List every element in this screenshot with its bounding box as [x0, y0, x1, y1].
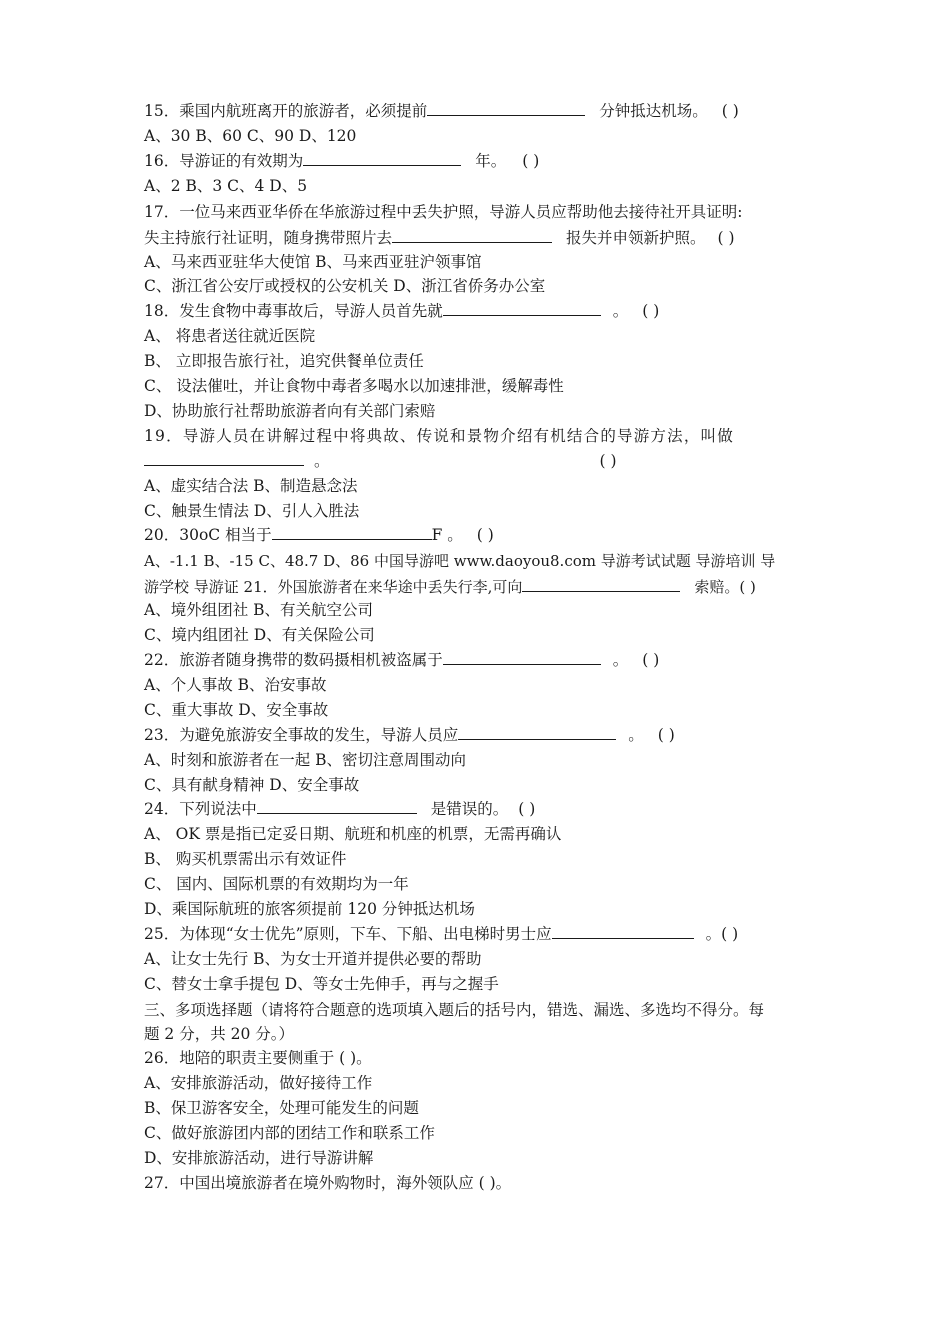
q16-answer-blank[interactable] — [303, 151, 461, 166]
q17-question-line2 — [144, 228, 735, 248]
q17-answer-blank[interactable] — [392, 228, 552, 243]
q23-after-blank: 。 — [628, 726, 644, 744]
q21-question-line — [144, 577, 756, 597]
q15-question: 15．乘国内航班离开的旅游者，必须提前 — [144, 102, 428, 120]
q25-question: 25．为体现“女士优先”原则，下车、下船、出电梯时男士应 — [144, 925, 552, 943]
q21-options-ab: A、境外组团社 B、有关航空公司 — [144, 601, 374, 619]
q16-question: 16．导游证的有效期为 — [144, 152, 304, 170]
q24-bracket[interactable]: ( ) — [518, 800, 536, 818]
q20-question-line — [144, 525, 494, 545]
q15-question-line — [144, 101, 739, 121]
q24-question: 24．下列说法中 — [144, 800, 257, 818]
q18-answer-blank[interactable] — [443, 301, 601, 316]
q17-bracket[interactable]: ( ) — [717, 229, 735, 247]
q21-bracket[interactable]: ( ) — [739, 578, 756, 596]
q19-options-ab: A、虚实结合法 B、制造悬念法 — [144, 477, 358, 495]
q17-question-line1: 17．一位马来西亚华侨在华旅游过程中丢失护照，导游人员应帮助他去接待社开具证明: — [144, 203, 743, 221]
q24-option-a: A、 OK 票是指已定妥日期、航班和机座的机票，无需再确认 — [144, 825, 562, 843]
q22-bracket[interactable]: ( ) — [642, 651, 660, 669]
q26-option-b: B、保卫游客安全，处理可能发生的问题 — [144, 1099, 419, 1117]
q25-after-blank: 。 — [705, 925, 722, 943]
q25-options-ab: A、让女士先行 B、为女士开道并提供必要的帮助 — [144, 950, 482, 968]
q26-option-d: D、安排旅游活动，进行导游讲解 — [144, 1149, 374, 1167]
q22-options-cd: C、重大事故 D、安全事故 — [144, 701, 329, 719]
q26-option-c: C、做好旅游团内部的团结工作和联系工作 — [144, 1124, 435, 1142]
q21-answer-blank[interactable] — [522, 577, 680, 592]
q18-question: 18．发生食物中毒事故后，导游人员首先就 — [144, 302, 443, 320]
q25-question-line — [144, 924, 738, 944]
q22-question-line — [144, 650, 659, 670]
q23-options-cd: C、具有献身精神 D、安全事故 — [144, 776, 360, 794]
q18-after-blank: 。 — [612, 302, 629, 320]
q16-bracket[interactable]: ( ) — [522, 152, 540, 170]
q20-answer-blank[interactable] — [272, 525, 432, 540]
q21-options-cd: C、境内组团社 D、有关保险公司 — [144, 626, 375, 644]
q21-after-blank: 索赔。 — [694, 578, 740, 596]
q19-question: 19．导游人员在讲解过程中将典故、传说和景物介绍有机结合的导游方法，叫做 — [144, 427, 734, 445]
q24-after-blank: 是错误的。 — [430, 800, 509, 818]
q27-question: 27．中国出境旅游者在境外购物时，海外领队应 ( )。 — [144, 1174, 512, 1192]
q18-bracket[interactable]: ( ) — [642, 302, 660, 320]
q16-options: A、2 B、3 C、4 D、5 — [144, 177, 308, 195]
q18-option-b: B、 立即报告旅行社，追究供餐单位责任 — [144, 352, 424, 370]
q23-answer-blank[interactable] — [458, 725, 616, 740]
q15-answer-blank[interactable] — [427, 101, 585, 116]
q16-question-line — [144, 151, 539, 171]
q18-question-line — [144, 301, 659, 321]
q20-options-line: A、-1.1 B、-15 C、48.7 D、86 中国导游吧 www.daoyou8.com 导游考试试题 导游培训 导 — [144, 552, 776, 570]
q20-question: 20．30oC 相当于 — [144, 526, 272, 544]
q24-question-line — [144, 799, 535, 819]
q17-question: 失主持旅行社证明，随身携带照片去 — [144, 229, 393, 247]
q22-question: 22．旅游者随身携带的数码摄相机被盗属于 — [144, 651, 443, 669]
q19-after-blank: 。 — [314, 452, 330, 470]
q19-answer-line — [144, 451, 617, 471]
q19-bracket[interactable]: ( ) — [599, 452, 617, 470]
q22-after-blank: 。 — [612, 651, 629, 669]
section3-heading-line1: 三、多项选择题（请将符合题意的选项填入题后的括号内，错选、漏选、多选均不得分。每 — [144, 1001, 765, 1019]
q15-bracket[interactable]: ( ) — [721, 102, 739, 120]
q23-question-line — [144, 725, 675, 745]
q20-after-blank: F 。 — [431, 526, 463, 544]
q17-options-ab: A、马来西亚驻华大使馆 B、马来西亚驻沪领事馆 — [144, 253, 482, 271]
q22-options-ab: A、个人事故 B、治安事故 — [144, 676, 327, 694]
q25-answer-blank[interactable] — [552, 924, 694, 939]
q17-after-blank: 报失并申领新护照。 — [566, 229, 706, 247]
q24-option-b: B、 购买机票需出示有效证件 — [144, 850, 347, 868]
q22-answer-blank[interactable] — [443, 650, 601, 665]
q24-answer-blank[interactable] — [257, 799, 417, 814]
q19-options-cd: C、触景生情法 D、引人入胜法 — [144, 502, 360, 520]
q24-option-d: D、乘国际航班的旅客须提前 120 分钟抵达机场 — [144, 900, 475, 918]
q18-option-d: D、协助旅行社帮助旅游者向有关部门索赔 — [144, 402, 436, 420]
q16-after-blank: 年。 — [475, 152, 507, 170]
q18-option-a: A、 将患者送往就近医院 — [144, 327, 316, 345]
q26-question: 26．地陪的职责主要侧重于 ( )。 — [144, 1049, 372, 1067]
q17-options-cd: C、浙江省公安厅或授权的公安机关 D、浙江省侨务办公室 — [144, 277, 546, 295]
q19-answer-blank[interactable] — [144, 451, 304, 466]
q23-bracket[interactable]: ( ) — [657, 726, 675, 744]
q18-option-c: C、 设法催吐，并让食物中毒者多喝水以加速排泄，缓解毒性 — [144, 377, 564, 395]
q23-question: 23．为避免旅游安全事故的发生，导游人员应 — [144, 726, 459, 744]
q21-question: 游学校 导游证 21．外国旅游者在来华途中丢失行李,可向 — [144, 578, 523, 596]
q15-options: A、30 B、60 C、90 D、120 — [144, 127, 357, 145]
q15-after-blank: 分钟抵达机场。 — [599, 102, 708, 120]
q20-bracket[interactable]: ( ) — [476, 526, 494, 544]
q25-options-cd: C、替女士拿手提包 D、等女士先伸手，再与之握手 — [144, 975, 499, 993]
section3-heading-line2: 题 2 分，共 20 分。） — [144, 1025, 295, 1043]
q26-option-a: A、安排旅游活动，做好接待工作 — [144, 1074, 373, 1092]
q24-option-c: C、 国内、国际机票的有效期均为一年 — [144, 875, 409, 893]
q25-bracket[interactable]: ( ) — [721, 925, 739, 943]
q23-options-ab: A、时刻和旅游者在一起 B、密切注意周围动向 — [144, 751, 467, 769]
